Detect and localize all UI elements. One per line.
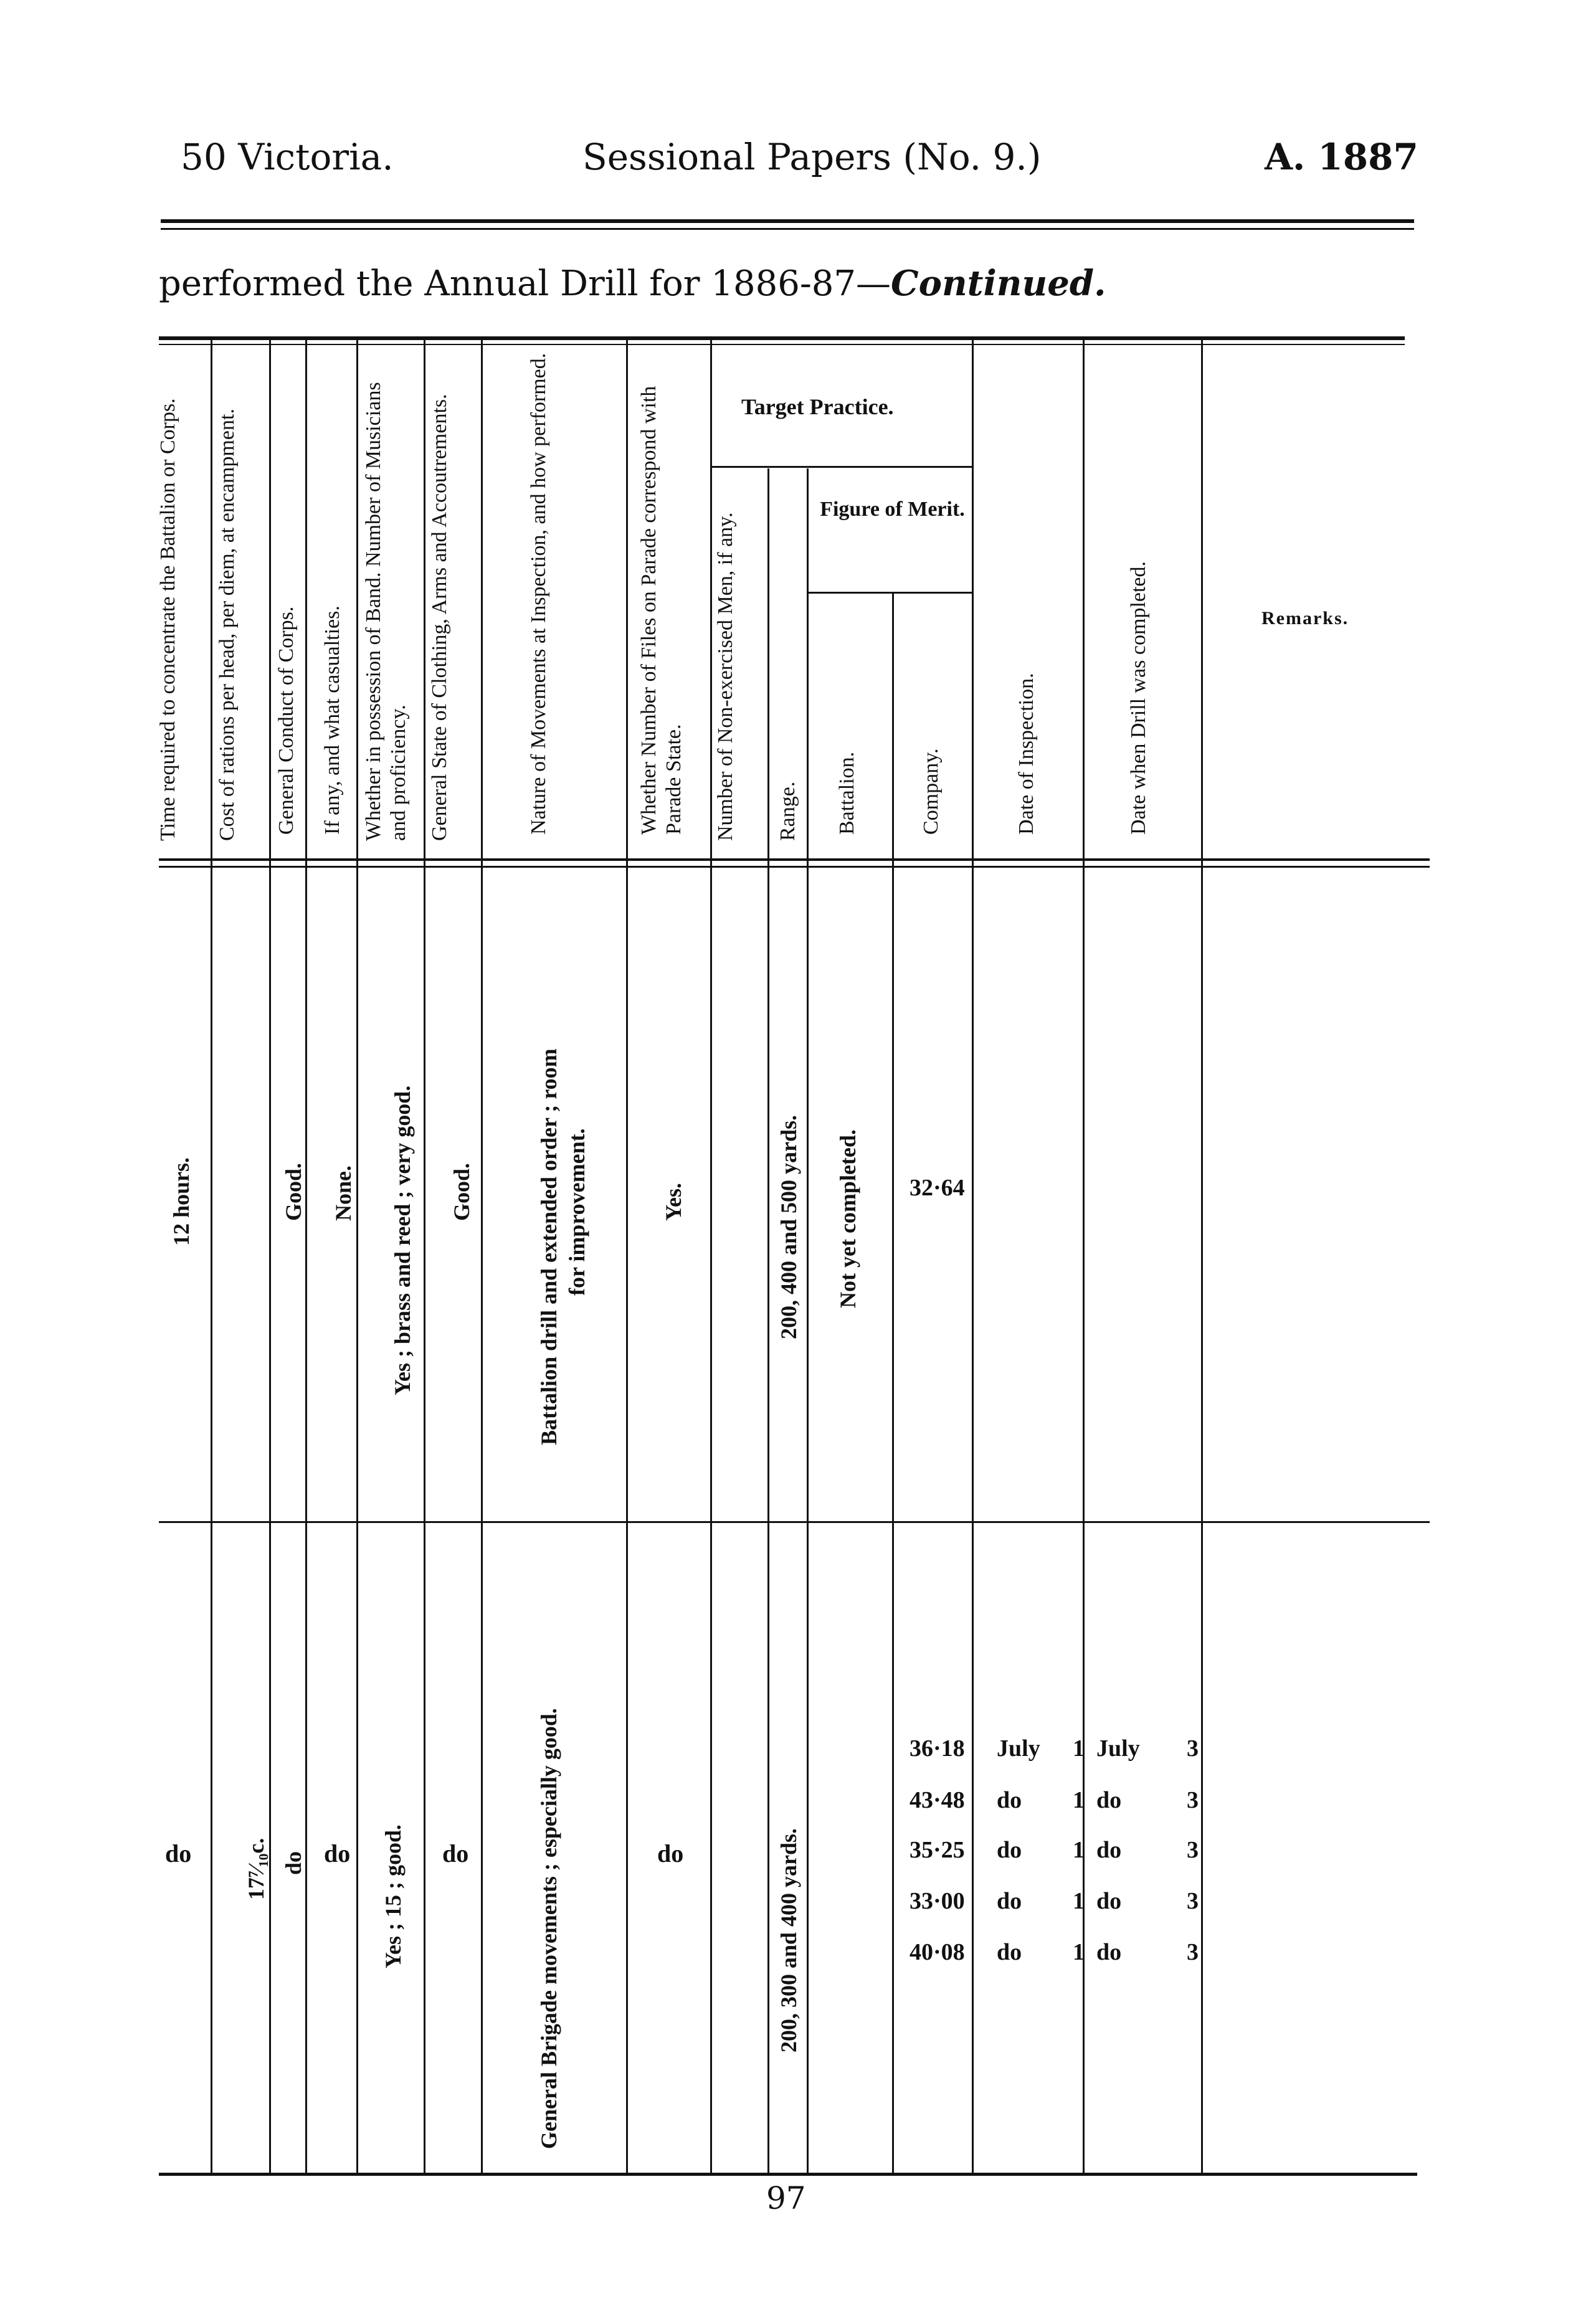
col-divider-9 (767, 468, 769, 2173)
row2-files: do (657, 1839, 684, 1867)
col-divider-3 (305, 340, 307, 2173)
col-header-completed (1126, 561, 1151, 835)
running-head-right: A. 1887 (1265, 136, 1418, 178)
inspection-month: do (997, 1939, 1022, 1965)
col-divider-2 (269, 340, 271, 2173)
row1-band: Yes ; brass and reed ; very good. (390, 1085, 415, 1395)
row1-company: 32·64 (910, 1175, 965, 1201)
col-header-range (776, 782, 800, 841)
caption-text: performed the Annual Drill for 1886-87— (159, 263, 891, 304)
col-header-target-practice: Target Practice. (741, 394, 894, 419)
row2-range: 200, 300 and 400 yards. (776, 1828, 801, 2052)
col-header-range-text: Range. (776, 781, 799, 841)
inspection-day: 1 (1073, 1735, 1085, 1762)
company-score: 43·48 (910, 1787, 965, 1813)
col-header-band-text: Whether in possession of Band. Number of Musicians and proficiency. (362, 382, 410, 841)
header-rule-thin (161, 228, 1414, 230)
col-header-cost-text: Cost of rations per head, per diem, at encampment. (216, 409, 239, 841)
row2-band: Yes ; 15 ; good. (381, 1824, 406, 1968)
row2-casualties: do (324, 1839, 351, 1867)
inspection-month: do (997, 1888, 1022, 1914)
page-number: 97 (766, 2180, 806, 2216)
col-header-company-text: Company. (919, 748, 943, 835)
row2-movements: General Brigade movements ; especially good. (536, 1708, 561, 2149)
row2-clothing: do (442, 1839, 469, 1867)
completed-month: July (1096, 1735, 1140, 1762)
col-divider-7 (626, 340, 628, 2173)
inspection-day: 1 (1073, 1787, 1085, 1813)
completed-month: do (1096, 1939, 1122, 1965)
col-header-clothing-text: General State of Clothing, Arms and Accoutrements. (428, 394, 451, 841)
col-divider-6 (481, 340, 483, 2173)
completed-day: 3 (1187, 1837, 1199, 1863)
row1-casualties: None. (331, 1165, 356, 1221)
col-header-movements-text: Nature of Movements at Inspection, and how performed. (527, 353, 550, 835)
completed-day: 3 (1187, 1888, 1199, 1914)
col-header-non-exercised (713, 480, 738, 841)
completed-month: do (1096, 1888, 1122, 1914)
row1-time: 12 hours. (169, 1157, 194, 1246)
col-divider-12 (972, 340, 974, 2173)
col-header-completed-text: Date when Drill was completed. (1127, 561, 1150, 835)
row-separator (159, 1521, 1430, 1523)
col-header-files (637, 349, 686, 835)
col-divider-1 (211, 340, 212, 2173)
header-rule-thick (161, 219, 1414, 223)
row1-range: 200, 400 and 500 yards. (776, 1114, 801, 1339)
col-divider-8 (710, 340, 712, 2173)
table-top-rule-thin (159, 344, 1405, 345)
row1-movements-line2: for improvement. (564, 1128, 589, 1296)
col-header-movements (526, 349, 551, 835)
inspection-day: 1 (1073, 1837, 1085, 1863)
row1-conduct: Good. (281, 1162, 306, 1221)
row1-movements-line1: Battalion drill and extended order ; room (536, 1048, 561, 1445)
table-caption (159, 263, 1106, 304)
col-header-inspection-text: Date of Inspection. (1015, 673, 1038, 835)
completed-month: do (1096, 1837, 1122, 1863)
col-header-band (361, 355, 411, 841)
caption-continued: Continued. (891, 263, 1106, 304)
row1-clothing: Good. (449, 1162, 474, 1221)
inspection-day: 1 (1073, 1939, 1085, 1965)
col-header-remarks: Remarks. (1261, 608, 1349, 629)
inspection-month: July (997, 1735, 1040, 1762)
inspection-day: 1 (1073, 1888, 1085, 1914)
col-divider-14 (1201, 340, 1203, 2173)
col-header-files-text: Whether Number of Files on Parade correspond with Parade State. (637, 386, 685, 835)
target-practice-rule (710, 466, 972, 468)
col-header-conduct-text: General Conduct of Corps. (275, 606, 298, 835)
completed-day: 3 (1187, 1787, 1199, 1813)
col-header-time-text: Time required to concentrate the Battalion or Corps. (156, 398, 179, 841)
running-head-center: Sessional Papers (No. 9.) (582, 136, 1042, 178)
col-header-company (919, 748, 944, 835)
running-head-left: 50 Victoria. (181, 136, 394, 178)
row1-battalion: Not yet completed. (835, 1129, 860, 1308)
col-header-clothing (427, 355, 452, 841)
col-header-non-exercised-text: Number of Non-exercised Men, if any. (714, 512, 737, 841)
table-bottom-rule (159, 2173, 1417, 2176)
completed-day: 3 (1187, 1735, 1199, 1762)
inspection-month: do (997, 1837, 1022, 1863)
col-header-inspection (1014, 673, 1039, 835)
col-header-time (156, 361, 181, 841)
row1-files: Yes. (661, 1183, 686, 1221)
col-header-battalion (835, 752, 860, 835)
completed-month: do (1096, 1787, 1122, 1813)
company-score: 33·00 (910, 1888, 965, 1914)
col-divider-4 (356, 340, 358, 2173)
inspection-month: do (997, 1787, 1022, 1813)
company-score: 35·25 (910, 1837, 965, 1863)
completed-day: 3 (1187, 1939, 1199, 1965)
col-header-conduct (274, 607, 299, 835)
col-header-cost (215, 343, 240, 841)
col-header-casualties (320, 605, 345, 835)
row2-conduct: do (281, 1851, 306, 1875)
col-header-battalion-text: Battalion. (835, 751, 858, 835)
figure-of-merit-rule (807, 592, 972, 594)
company-score: 36·18 (910, 1735, 965, 1762)
col-divider-11 (892, 594, 894, 2173)
table-top-rule (159, 336, 1405, 340)
row2-time: do (165, 1839, 192, 1867)
row2-cost: 17⁷⁄₁₀c. (244, 1838, 268, 1900)
header-bottom-rule-2 (159, 866, 1430, 868)
col-header-figure-of-merit: Figure of Merit. (820, 498, 965, 521)
header-bottom-rule (159, 858, 1430, 861)
col-divider-10 (807, 468, 809, 2173)
company-score: 40·08 (910, 1939, 965, 1965)
col-header-casualties-text: If any, and what casualties. (321, 605, 344, 835)
col-divider-5 (424, 340, 425, 2173)
